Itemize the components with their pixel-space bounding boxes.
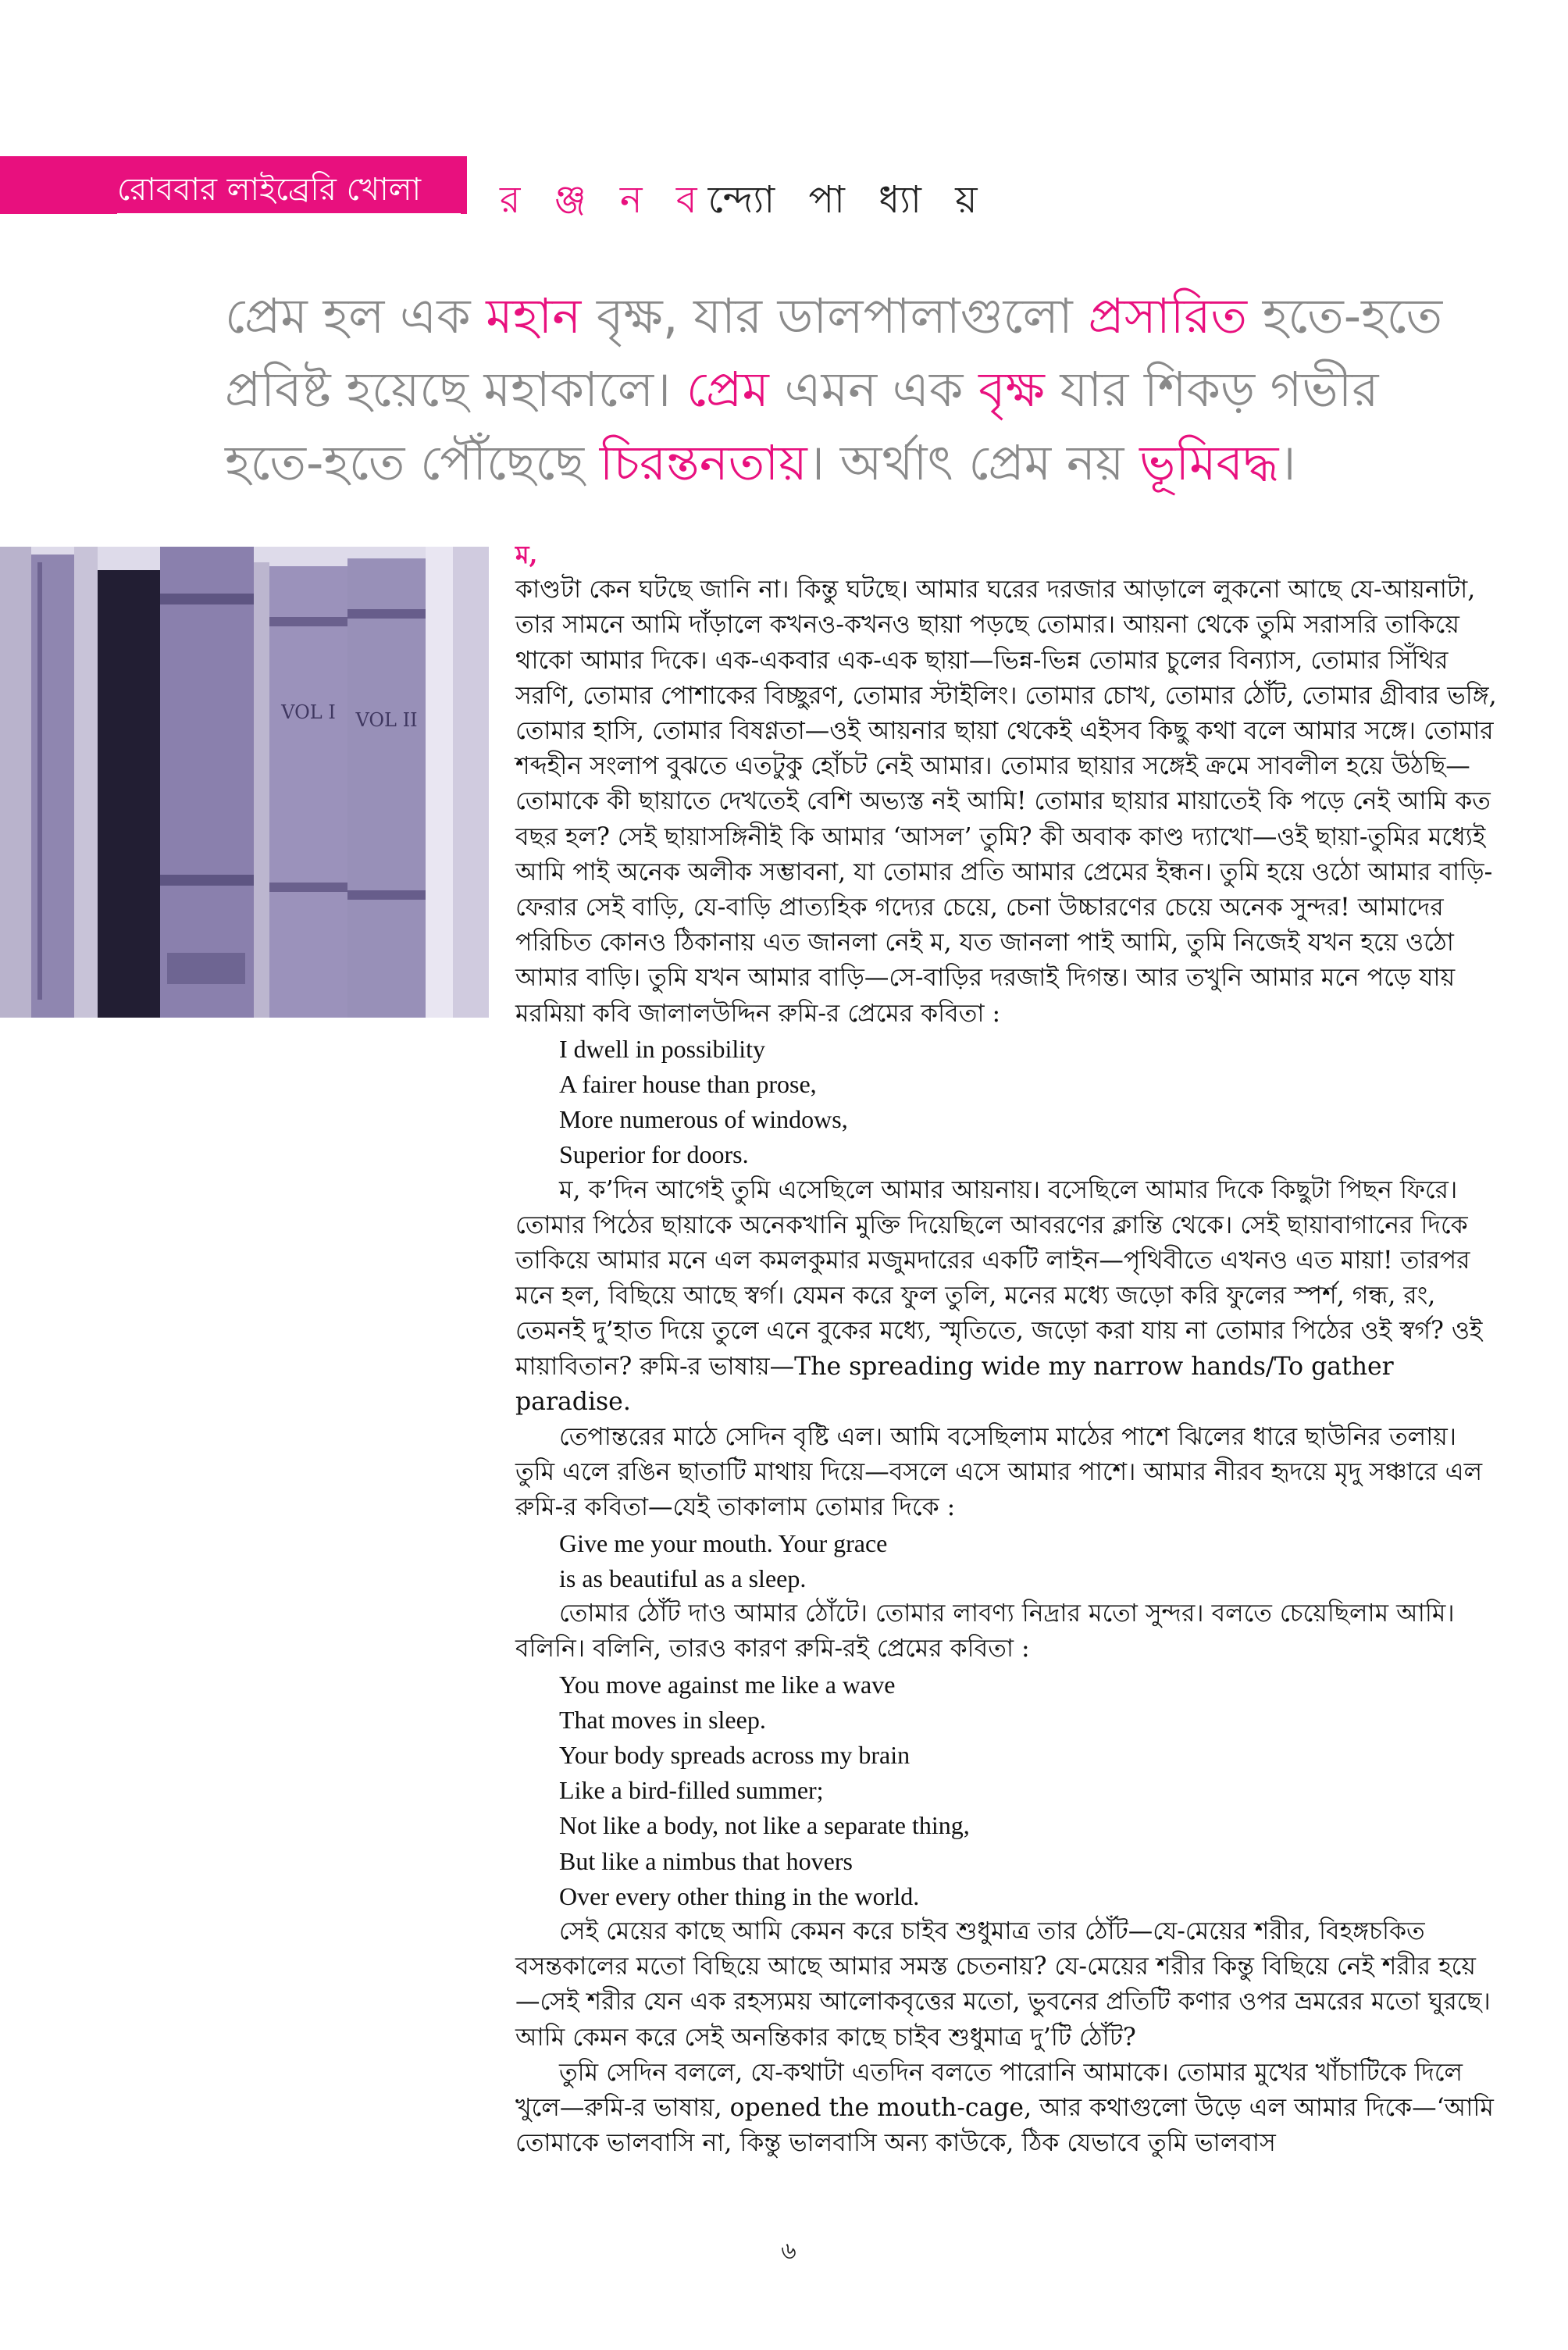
verse-line: Superior for doors. [559,1140,749,1169]
pull-quote-line [225,353,1443,426]
article-body [515,537,1499,2161]
pq-highlight: ভূমিবদ্ধ [1139,434,1279,491]
books-photo [0,547,489,1018]
pq-text: হতে-হতে পৌঁছেছে [225,434,600,491]
column-tag: রোববার লাইব্রেরি খোলা [117,168,461,216]
pq-text: প্রেম হল এক [225,287,486,344]
author-surname-initial: ব [675,178,708,222]
salutation: ম, [515,540,538,569]
verse-line: Not like a body, not like a separate thing, [559,1811,970,1840]
pull-quote-line [225,280,1443,353]
verse-line: A fairer house than prose, [559,1070,817,1099]
paragraph: সেই মেয়ের কাছে আমি কেমন করে চাইব শুধুমাত্র তার ঠোঁট—যে-মেয়ের শরীর, বিহঙ্গচকিত বসন্তকালের মতো বিছিয়ে আছে আমার সমস্ত চেতনায়? যে-মেয়ের শরীর কিন্তু বিছিয়ে নেই শরীর হয়ে—সেই শরীর যেন এক রহস্যময় আলোকবৃত্তের মতো, ভুবনের প্রতিটি কণার ওপর ভ্রমরের মতো ঘুরছে। আমি কেমন করে সেই অনন্তিকার কাছে চাইব শুধুমাত্র দু’টি ঠোঁট? [515,1917,1491,2052]
pq-text: । অর্থাৎ প্রেম নয় [807,434,1140,491]
pq-text: যার শিকড় গভীর [1044,361,1379,418]
author-first-name: র ঞ্জ ন [500,178,654,222]
books-illustration [0,547,489,1018]
pq-highlight: বৃক্ষ [978,361,1045,418]
author-name [500,177,989,223]
verse-line: is as beautiful as a sleep. [559,1564,807,1592]
page-number: ৬ [781,2238,796,2265]
spine-label: VOL II [355,709,418,731]
pq-text: । [1278,434,1296,491]
pq-highlight: চিরন্তনতায় [599,434,807,491]
pq-text: এমন এক [768,361,979,418]
spine-label: VOL I [281,701,336,723]
verse-line: Like a bird-filled summer; [559,1776,824,1805]
pq-text: প্রবিষ্ট হয়েছে মহাকালে। [225,361,686,418]
verse-line: Over every other thing in the world. [559,1881,920,1910]
paragraph: তুমি সেদিন বললে, যে-কথাটা এতদিন বলতে পারোনি আমাকে। তোমার মুখের খাঁচাটিকে দিলে খুলে—রুমি-র ভাষায়, opened the mouth-cage, আর কথাগুলো উড়ে এল আমার দিকে—‘আমি তোমাকে ভালবাসি না, কিন্তু ভালবাসি অন্য কাউকে, ঠিক যেভাবে তুমি ভালবাস [515,2058,1494,2158]
paragraph: তেপান্তরের মাঠে সেদিন বৃষ্টি এল। আমি বসেছিলাম মাঠের পাশে ঝিলের ধারে ছাউনির তলায়। তুমি এলে রঙিন ছাতাটি মাথায় দিয়ে—বসলে এসে আমার পাশে। আমার নীরব হৃদয়ে মৃদু সঞ্চারে এল রুমি-র কবিতা—যেই তাকালাম তোমার দিকে : [515,1423,1483,1522]
pull-quote-line [225,426,1443,500]
verse-line: More numerous of windows, [559,1105,848,1134]
pq-highlight: প্রসারিত [1088,287,1248,344]
paragraph: তোমার ঠোঁট দাও আমার ঠোঁটে। তোমার লাবণ্য নিদ্রার মতো সুন্দর। বলতে চেয়েছিলাম আমি। বলিনি। বলিনি, তারও কারণ রুমি-রই প্রেমের কবিতা : [515,1599,1455,1664]
verse-line: Give me your mouth. Your grace [559,1528,888,1557]
verse-line: Your body spreads across my brain [559,1740,911,1769]
verse-line: I dwell in possibility [559,1034,765,1063]
pq-highlight: মহান [486,287,582,344]
paragraph: কাণ্ডটা কেন ঘটছে জানি না। কিন্তু ঘটছে। আমার ঘরের দরজার আড়ালে লুকনো আছে যে-আয়নাটা, তার সামনে আমি দাঁড়ালে কখনও-কখনও ছায়া পড়ছে তোমার। আয়না থেকে তুমি সরাসরি তাকিয়ে থাকো আমার দিকে। এক-একবার এক-এক ছায়া—ভিন্ন-ভিন্ন তোমার চুলের বিন্যাস, তোমার সিঁথির সরণি, তোমার পোশাকের বিচ্ছুরণ, তোমার স্টাইলিং। তোমার চোখ, তোমার ঠোঁট, তোমার গ্রীবার ভঙ্গি, তোমার হাসি, তোমার বিষণ্ণতা—ওই আয়নার ছায়া থেকেই এইসব কিছু কথা বলে আমার সঙ্গে। তোমার শব্দহীন সংলাপ বুঝতে এতটুকু হোঁচট নেই আমার। তোমার ছায়ার সঙ্গেই ক্রমে সাবলীল হয়ে উঠছি—তোমাকে কী ছায়াতে দেখতেই বেশি অভ্যস্ত নই আমি! তোমার ছায়ার মায়াতেই কি পড়ে নেই আমি কত বছর হল? সেই ছায়াসঙ্গিনীই কি আমার ‘আসল’ তুমি? কী অবাক কাণ্ড দ্যাখো—ওই ছায়া-তুমির মধ্যেই আমি পাই অনেক অলীক সম্ভাবনা, যা তোমার প্রতি আমার প্রেমের ইন্ধন। তুমি হয়ে ওঠো আমার বাড়ি-ফেরার সেই বাড়ি, যে-বাড়ি প্রাত্যহিক গদ্যের চেয়ে, চেনা উচ্চারণের চেয়ে অনেক সুন্দর! আমাদের পরিচিত কোনও ঠিকানায় এত জানলা নেই ম, যত জানলা পাই আমি, তুমি নিজেই যখন হয়ে ওঠো আমার বাড়ি। তুমি যখন আমার বাড়ি—সে-বাড়ির দরজাই দিগন্ত। আর তখুনি আমার মনে পড়ে যায় মরমিয়া কবি জালালউদ্দিন রুমি-র প্রেমের কবিতা : [515,576,1497,1028]
verse-line: But like a nimbus that hovers [559,1846,853,1875]
verse-line: That moves in sleep. [559,1705,766,1734]
author-surname-rest: ন্দ্যো পা ধ্যা য় [707,178,989,222]
verse-line: You move against me like a wave [559,1670,896,1699]
paragraph: ম, ক’দিন আগেই তুমি এসেছিলে আমার আয়নায়। বসেছিলে আমার দিকে কিছুটা পিছন ফিরে। তোমার পিঠের ছায়াকে অনেকখানি মুক্তি দিয়েছিলে আবরণের ক্লান্তি থেকে। সেই ছায়াবাগানের দিকে তাকিয়ে আমার মনে এল কমলকুমার মজুমদারের একটি লাইন—পৃথিবীতে এখনও এত মায়া! তারপর মনে হল, বিছিয়ে আছে স্বর্গ। যেমন করে ফুল তুলি, মনের মধ্যে জড়ো করি ফুলের স্পর্শ, গন্ধ, রং, তেমনই দু’হাত দিয়ে তুলে এনে বুকের মধ্যে, স্মৃতিতে, জড়ো করা যায় না তোমার পিঠের ওই স্বর্গ? ওই মায়াবিতান? রুমি-র ভাষায়—The spreading wide my narrow hands/To gather paradise. [515,1175,1483,1416]
pull-quote [225,280,1443,500]
pq-text: হতে-হতে [1247,287,1443,344]
pq-highlight: প্রেম [686,361,769,418]
pq-text: বৃক্ষ, যার ডালপালাগুলো [581,287,1089,344]
